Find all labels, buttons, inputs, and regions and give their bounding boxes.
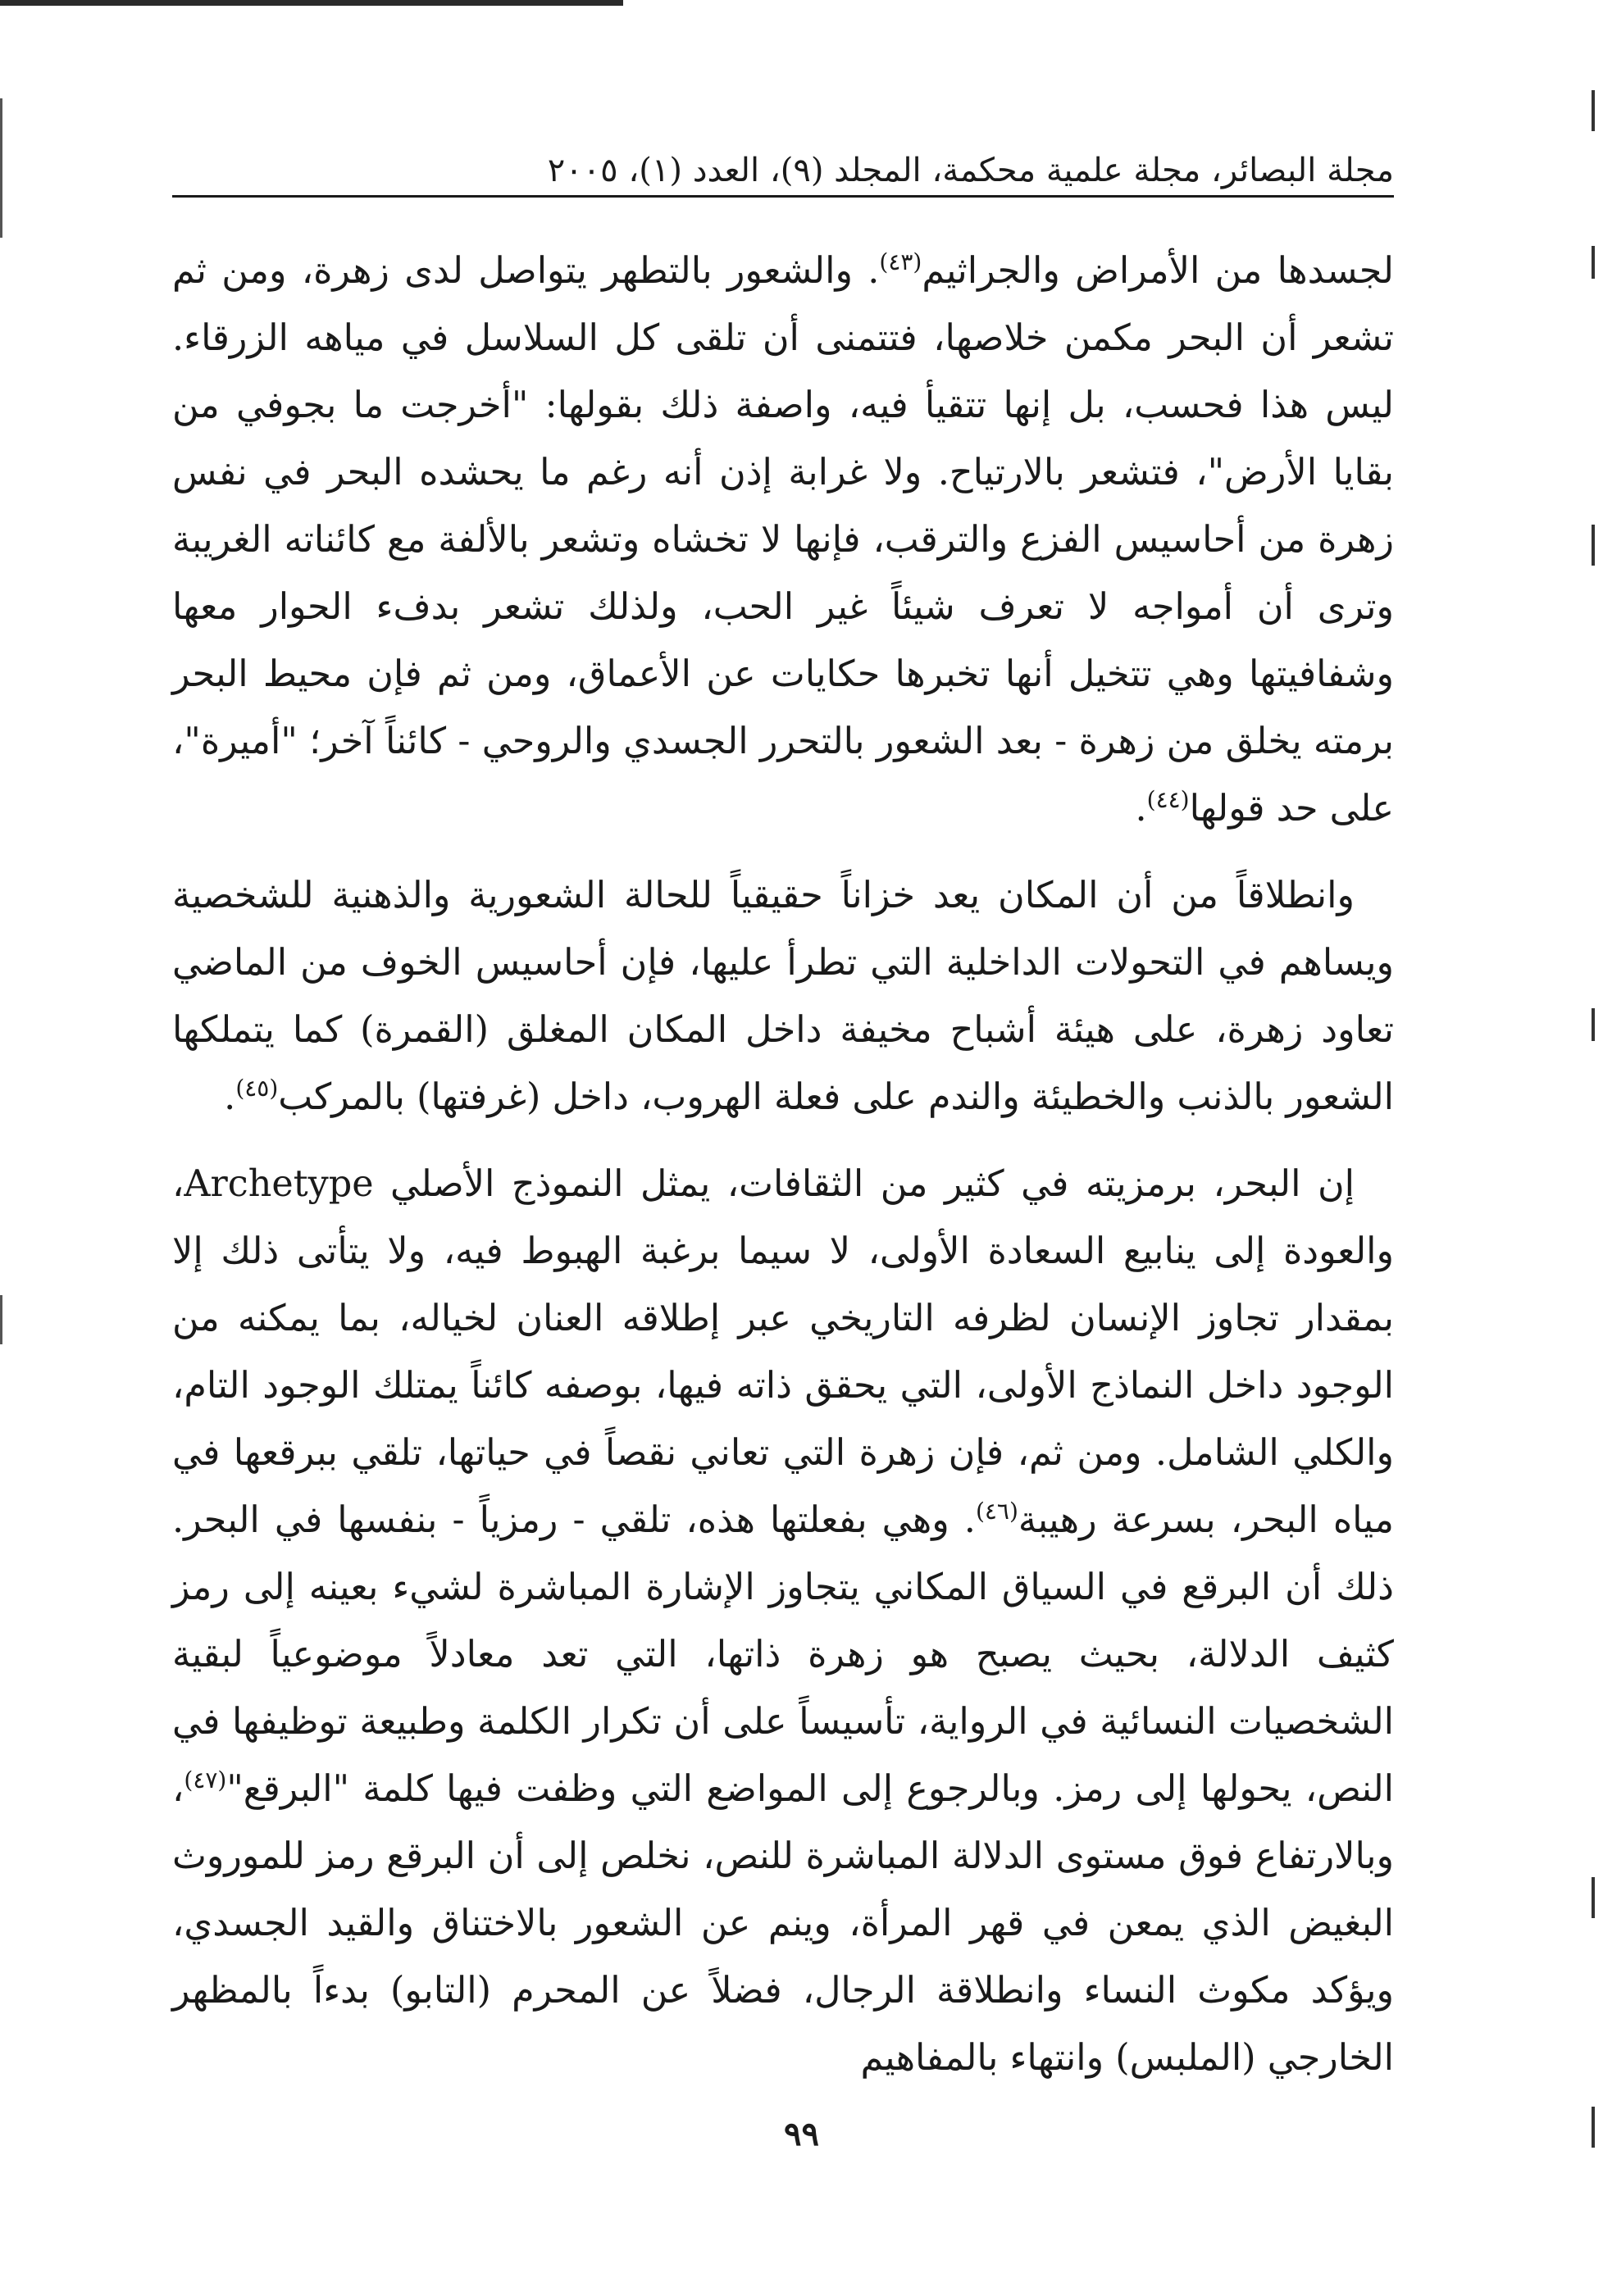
scan-edge-left [0,1295,2,1344]
header-rule [172,195,1394,198]
paragraph [172,862,1394,1131]
text-run: ، والعودة إلى ينابيع السعادة الأولى، لا سيما برغبة الهبوط فيه، ولا يتأتى ذلك إلا بمقدار تجاوز الإنسان لظرفه التاريخي عبر إطلاقه العنان لخياله، بما يمكنه من الوجود داخل النماذج الأولى، التي يحقق ذاته فيها، بوصفه كائناً يمتلك الوجود التام، والكلي الشامل. ومن ثم، فإن زهرة التي تعاني نقصاً في حياتها، تلقي ببرقعها في مياه البحر، بسرعة رهيبة [172,1163,1394,1541]
scan-edge-left [0,98,2,238]
paragraph [172,1151,1394,2092]
footnote-ref: (٤٦) [975,1498,1018,1525]
footnote-ref: (٤٣) [879,248,922,276]
scan-mark-top [0,0,623,6]
text-run: . [224,1076,236,1118]
text-run: . والشعور بالتطهر يتواصل لدى زهرة، ومن ثم تشعر أن البحر مكمن خلاصها، فتتمنى أن تلقى كل السلاسل في مياهه الزرقاء. ليس هذا فحسب، بل إنها تتقيأ فيه، واصفة ذلك بقولها: "أخرجت ما بجوفي من بقايا الأرض"، فتشعر بالارتياح. ولا غرابة إذن أنه رغم ما يحشده البحر في نفس زهرة من أحاسيس الفزع والترقب، فإنها لا تخشاه وتشعر بالألفة مع كائناته الغريبة وترى أن أمواجه لا تعرف شيئاً غير الحب، ولذلك تشعر بدفء الحوار معها وشفافيتها وهي تتخيل أنها تخبرها حكايات عن الأعماق، ومن ثم فإن محيط البحر برمته يخلق من زهرة - بعد الشعور بالتحرر الجسدي والروحي - كائناً آخر؛ "أميرة"، على حد قولها [172,250,1394,830]
scan-edge-right [1592,246,1595,279]
scan-edge-right [1592,90,1595,131]
running-header [172,146,1394,195]
footnote-ref: (٤٥) [235,1075,279,1103]
footnote-ref: (٤٧) [184,1766,227,1794]
text-run: لجسدها من الأمراض والجراثيم [922,250,1394,292]
journal-running-title: مجلة البصائر، مجلة علمية محكمة، المجلد (٩)، العدد (١)، ٢٠٠٥ [547,152,1394,189]
scan-edge-right [1592,525,1595,566]
page-number: ٩٩ [784,2115,819,2153]
scan-edge-right [1592,1877,1595,1918]
text-run: . وهي بفعلتها هذه، تلقي - رمزياً - بنفسها في البحر. ذلك أن البرقع في السياق المكاني يتجاوز الإشارة المباشرة لشيء بعينه إلى رمز كثيف الدلالة، بحيث يصبح هو زهرة ذاتها، التي تعد معادلاً موضوعياً لبقية الشخصيات النسائية في الرواية، تأسيساً على أن تكرار الكلمة وطبيعة توظيفها في النص، يحولها إلى رمز. وبالرجوع إلى المواضع التي وظفت فيها كلمة "البرقع" [172,1499,1394,1810]
text-run: إن البحر، برمزيته في كثير من الثقافات، يمثل النموذج الأصلي [373,1163,1355,1205]
scan-edge-right [1592,1008,1595,1041]
text-run: ، وبالارتفاع فوق مستوى الدلالة المباشرة للنص، نخلص إلى أن البرقع رمز للموروث البغيض الذي يمعن في قهر المرأة، وينم عن الشعور بالاختناق والقيد الجسدي، ويؤكد مكوث النساء وانطلاقة الرجال، فضلاً عن المحرم (التابو) بدءاً بالمظهر الخارجي (الملبس) وانتهاء بالمفاهيم [172,1768,1394,2079]
article-body [172,238,1394,2112]
paragraph [172,238,1394,843]
latin-term: Archetype [184,1163,374,1205]
text-run: وانطلاقاً من أن المكان يعد خزاناً حقيقياً للحالة الشعورية والذهنية للشخصية ويساهم في التحولات الداخلية التي تطرأ عليها، فإن أحاسيس الخوف من الماضي تعاود زهرة، على هيئة أشباح مخيفة داخل المكان المغلق (القمرة) كما يتملكها الشعور بالذنب والخطيئة والندم على فعلة الهروب، داخل (غرفتها) بالمركب [172,875,1394,1118]
text-run: . [1135,788,1147,830]
footnote-ref: (٤٤) [1146,786,1190,814]
